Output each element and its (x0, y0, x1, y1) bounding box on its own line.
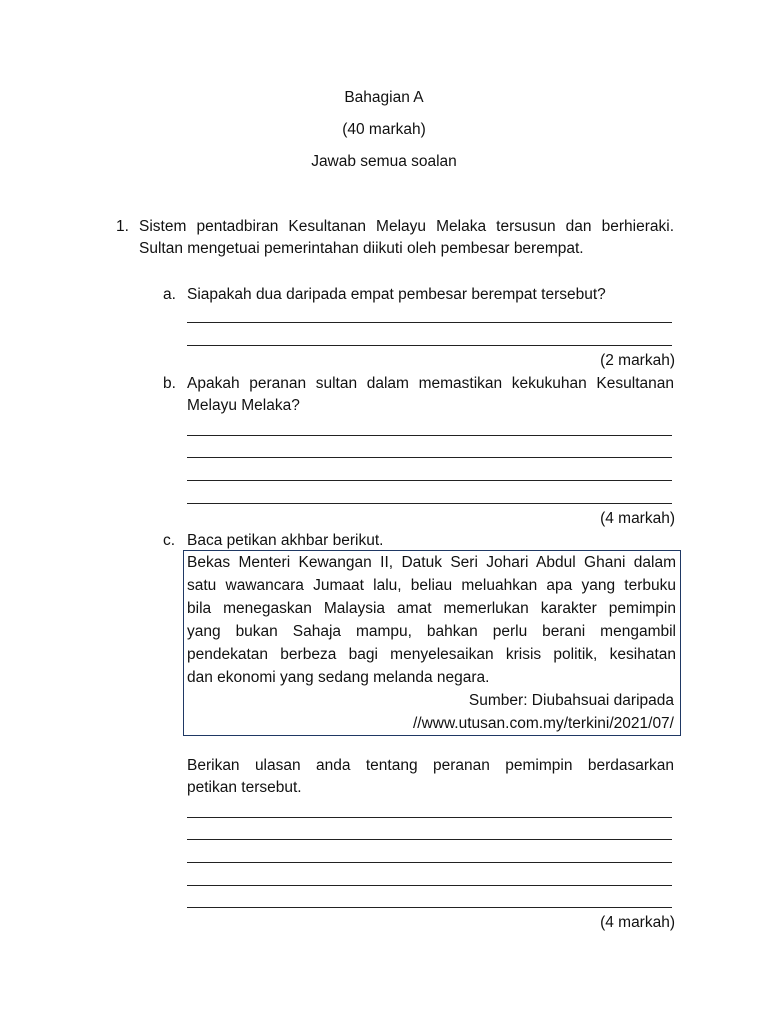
question-number: 1. (116, 218, 129, 235)
passage-line: bila menegaskan Malaysia amat memerlukan karakter pemimpin (187, 600, 676, 617)
part-b-question-line: Melayu Melaka? (187, 397, 300, 414)
section-title: Bahagian A (344, 89, 424, 106)
answer-line[interactable] (187, 907, 672, 908)
answer-line[interactable] (187, 817, 672, 818)
answer-line[interactable] (187, 480, 672, 481)
part-a-question: Siapakah dua daripada empat pembesar berempat tersebut? (187, 286, 606, 303)
part-b-marks: (4 markah) (600, 510, 675, 527)
passage-line: Bekas Menteri Kewangan II, Datuk Seri Johari Abdul Ghani dalam (187, 554, 676, 571)
part-c-task-line: petikan tersebut. (187, 779, 302, 796)
part-b-label: b. (163, 375, 176, 392)
answer-line[interactable] (187, 839, 672, 840)
news-excerpt-box (183, 550, 681, 736)
answer-line[interactable] (187, 862, 672, 863)
section-marks: (40 markah) (342, 121, 426, 138)
source-url: //www.utusan.com.my/terkini/2021/07/ (412, 715, 674, 732)
section-instruction: Jawab semua soalan (311, 153, 457, 170)
answer-line[interactable] (187, 503, 672, 504)
part-c-label: c. (163, 532, 176, 549)
part-c-intro: Baca petikan akhbar berikut. (187, 532, 384, 549)
passage-line: satu wawancara Jumaat lalu, beliau meluahkan apa yang terbuku (187, 577, 676, 594)
question-stem-line: Sistem pentadbiran Kesultanan Melayu Melaka tersusun dan berhieraki. (139, 218, 674, 235)
question-stem-line: Sultan mengetuai pemerintahan diikuti oleh pembesar berempat. (139, 240, 584, 257)
passage-line: dan ekonomi yang sedang melanda negara. (187, 669, 490, 686)
answer-line[interactable] (187, 345, 672, 346)
answer-line[interactable] (187, 885, 672, 886)
part-b-question-line: Apakah peranan sultan dalam memastikan kekukuhan Kesultanan (187, 375, 674, 392)
part-a-marks: (2 markah) (600, 352, 675, 369)
answer-line[interactable] (187, 435, 672, 436)
passage-line: pendekatan berbeza bagi menyelesaikan krisis politik, kesihatan (187, 646, 676, 663)
part-c-marks: (4 markah) (600, 914, 675, 931)
part-a-label: a. (163, 286, 176, 303)
answer-line[interactable] (187, 322, 672, 323)
answer-line[interactable] (187, 457, 672, 458)
source-line: Sumber: Diubahsuai daripada (468, 692, 674, 709)
part-c-task-line: Berikan ulasan anda tentang peranan pemimpin berdasarkan (187, 757, 674, 774)
passage-line: yang bukan Sahaja mampu, bahkan perlu berani mengambil (187, 623, 676, 640)
